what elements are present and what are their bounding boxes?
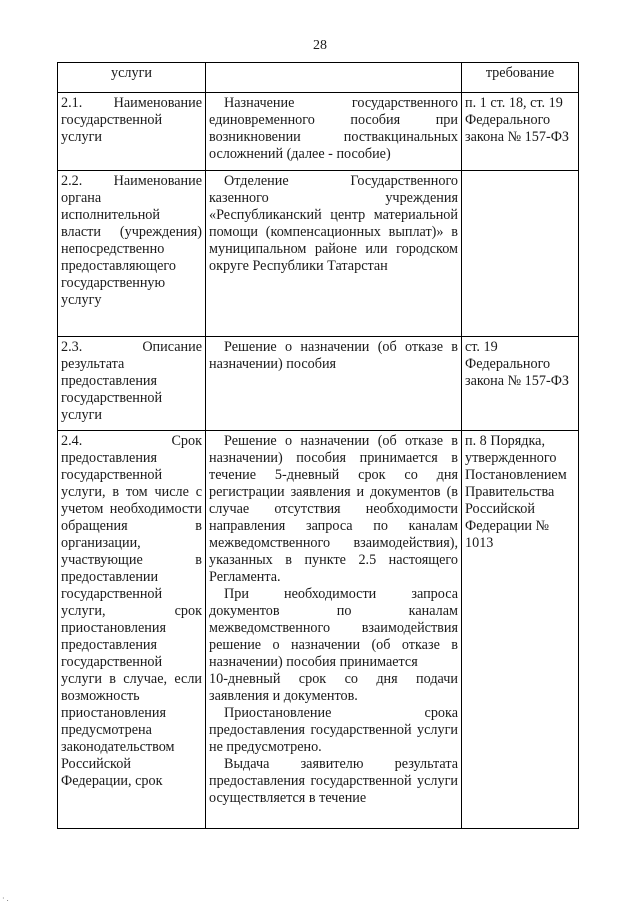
row-name-cell: 2.1. Наименование государственной услуги: [58, 93, 206, 171]
content-paragraph: Назначение государственного единовременного пособия при возникновении поствакцинальных осложнений (далее - пособие): [209, 95, 458, 162]
row-name-cell: 2.3. Описание результата предоставления государственной услуги: [58, 337, 206, 431]
header-cell-service: услуги: [58, 63, 206, 93]
regulation-table: [57, 62, 579, 829]
row-content-cell: [206, 337, 462, 431]
content-paragraph: Отделение Государственного казенного учреждения «Республиканский центр материальной помощи (компенсационных выплат)» в муниципальном районе или городском округе Республики Татарстан: [209, 173, 458, 274]
row-basis-cell: п. 1 ст. 18, ст. 19 Федерального закона № 157-ФЗ: [462, 93, 579, 171]
table-row: [58, 171, 579, 337]
table-row: [58, 431, 579, 829]
scan-artifact: · .: [2, 894, 9, 903]
table-row: [58, 337, 579, 431]
row-basis-cell: ст. 19 Федерального закона № 157-ФЗ: [462, 337, 579, 431]
header-cell-requirement: требование: [462, 63, 579, 93]
row-content-cell: [206, 93, 462, 171]
content-paragraph: Решение о назначении (об отказе в назначении) пособия: [209, 339, 458, 372]
content-paragraph: Решение о назначении (об отказе в назначении) пособия принимается в течение 5-дневный срок со дня регистрации заявления и документов (в случае отсутствия необходимости направления запроса по каналам межведомственного взаимодействия), указанных в пункте 2.5 настоящего Регламента.: [209, 433, 458, 585]
content-paragraph: Выдача заявителю результата предоставления государственной услуги осуществляется в течение: [209, 756, 458, 806]
row-content-cell: [206, 171, 462, 337]
row-basis-cell: п. 8 Порядка, утвержденного Постановлением Правительства Российской Федерации № 1013: [462, 431, 579, 829]
table-row: [58, 93, 579, 171]
content-paragraph: 10-дневный срок со дня подачи заявления и документов.: [209, 671, 458, 704]
row-name-cell: 2.4. Срок предоставления государственной услуги, в том числе с учетом необходимости обращения в организации, участвующие в предоставлении государственной услуги, срок приостановления предоставления государственной услуги в случае, если возможность приостановления предусмотрена законодательством Российской Федерации, срок: [58, 431, 206, 829]
content-paragraph: Приостановление срока предоставления государственной услуги не предусмотрено.: [209, 705, 458, 755]
header-cell-content: [206, 63, 462, 93]
row-basis-cell: [462, 171, 579, 337]
table-header-row: [58, 63, 579, 93]
row-name-cell: 2.2. Наименование органа исполнительной власти (учреждения) непосредственно предоставляющего государственную услугу: [58, 171, 206, 337]
row-content-cell: [206, 431, 462, 829]
content-paragraph: При необходимости запроса документов по каналам межведомственного взаимодействия решение о назначении (об отказе в назначении) пособия принимается: [209, 586, 458, 670]
page-number: 28: [313, 38, 327, 53]
